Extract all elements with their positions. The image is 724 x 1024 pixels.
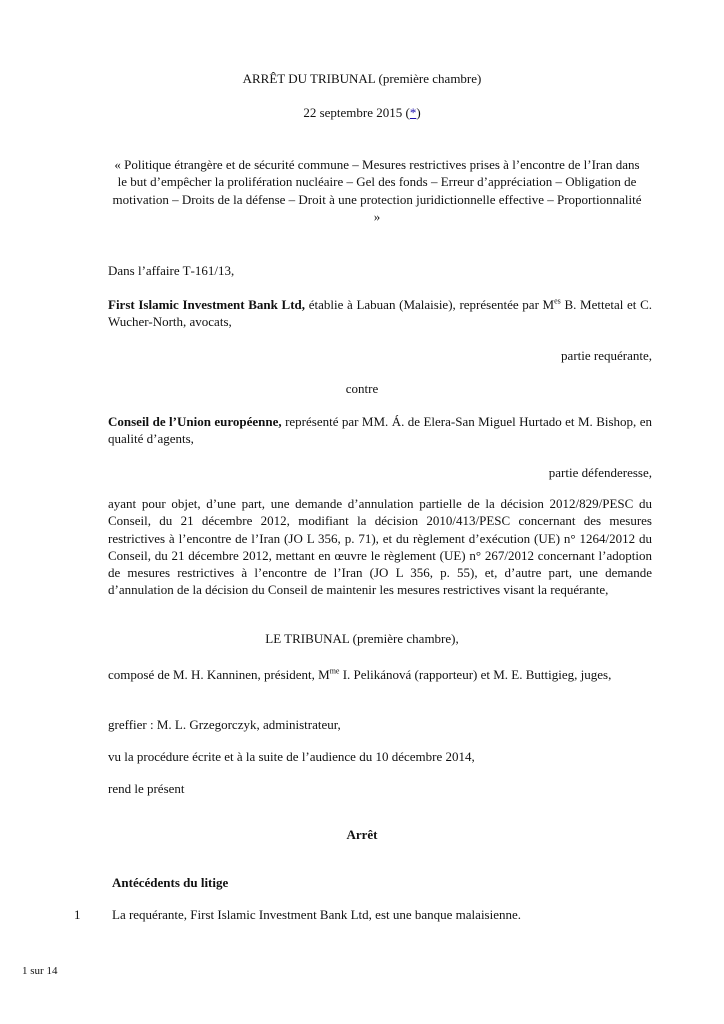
keywords-summary: « Politique étrangère et de sécurité commune – Mesures restrictives prises à l’encontre de l’Iran dans le but d’empêcher la prolifération nucléaire – Gel des fonds – Erreur d’appréciation – Obligation de motivation – Droits de la défense – Droit à une protection juridictionnelle effective – Proportionnalité » xyxy=(112,157,642,224)
paragraph-number: 1 xyxy=(74,907,81,922)
applicant-details-2: B. Mettetal et C. Wucher-North, avocats, xyxy=(108,297,653,330)
composition-paragraph xyxy=(108,666,652,683)
judgment-date xyxy=(0,104,724,121)
rend-line: rend le présent xyxy=(108,781,185,796)
applicant-sup: es xyxy=(554,296,561,306)
section-title xyxy=(112,874,656,891)
judgment-title: ARRÊT DU TRIBUNAL (première chambre) xyxy=(242,71,482,86)
applicant-role: partie requérante, xyxy=(561,348,652,363)
composition-text-2: I. Pelikánová (rapporteur) et M. E. Buttigieg, juges, xyxy=(339,667,612,682)
applicant-name: First Islamic Investment Bank Ltd, xyxy=(108,297,306,312)
footnote-link[interactable]: * xyxy=(409,105,417,120)
date-close: ) xyxy=(416,105,421,120)
object-paragraph: ayant pour objet, d’une part, une demande d’annulation partielle de la décision 2012/829/PESC du Conseil, du 21 décembre 2012, modifiant la décision 2010/413/PESC concernant des mesures restrictives à l’encontre de l’Iran (JO L 356, p. 71), et du règlement d’exécution (UE) n° 1264/2012 du Conseil, du 21 décembre 2012, mettant en œuvre le règlement (UE) n° 267/2012 concernant l’adoption de mesures restrictives à l’encontre de l’Iran (JO L 356, p. 55), et, d’autre part, une demande d’annulation de la décision du Conseil de maintenir les mesures restrictives visant la requérante, xyxy=(108,496,652,598)
contre-label: contre xyxy=(345,381,379,396)
section-title-text: Antécédents du litige xyxy=(112,875,229,890)
paragraph-1: La requérante, First Islamic Investment Bank Ltd, est une banque malaisienne. xyxy=(112,907,522,922)
composition-sup: me xyxy=(329,666,340,676)
greffier-line: greffier : M. L. Grzegorczyk, administrateur, xyxy=(108,717,341,732)
date-text: 22 septembre 2015 ( xyxy=(303,105,410,120)
defendant-name: Conseil de l’Union européenne, xyxy=(108,414,282,429)
applicant-details-1: établie à Labuan (Malaisie), représentée par M xyxy=(305,297,555,312)
tribunal-heading: LE TRIBUNAL (première chambre), xyxy=(265,631,459,646)
defendant-paragraph xyxy=(108,413,652,448)
applicant-paragraph xyxy=(108,296,652,331)
defendant-details: représenté par MM. Á. de Elera-San Miguel Hurtado et M. Bishop, en qualité d’agents, xyxy=(108,414,652,447)
arret-heading-text: Arrêt xyxy=(346,827,378,842)
page-indicator: 1 sur 14 xyxy=(22,965,58,977)
procedure-line: vu la procédure écrite et à la suite de l’audience du 10 décembre 2014, xyxy=(108,749,475,764)
composition-text-1: composé de M. H. Kanninen, président, M xyxy=(108,667,330,682)
defendant-role: partie défenderesse, xyxy=(548,465,652,480)
arret-heading xyxy=(0,826,724,843)
case-reference: Dans l’affaire T‑161/13, xyxy=(108,263,235,278)
